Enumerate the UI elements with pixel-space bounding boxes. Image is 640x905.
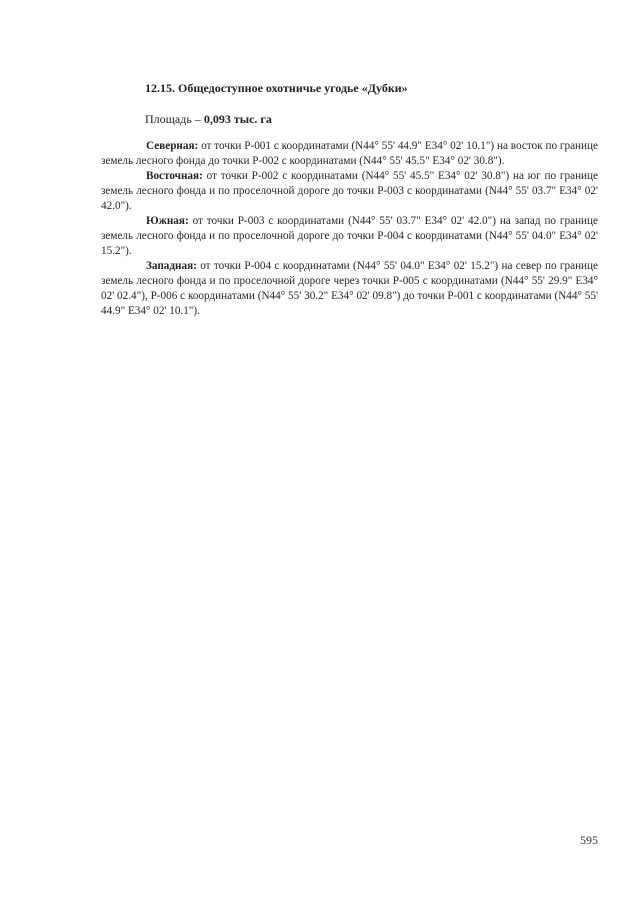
borders-description — [101, 139, 598, 319]
section-heading: 12.15. Общедоступное охотничье угодье «Дубки» — [145, 81, 408, 95]
border-west-paragraph — [101, 259, 598, 319]
border-south-lead: Южная: — [146, 215, 189, 227]
area-label: Площадь – — [145, 112, 201, 126]
page-number: 595 — [580, 833, 598, 847]
border-west-lead: Западная: — [146, 260, 197, 272]
border-north-lead: Северная: — [146, 140, 199, 152]
border-south-paragraph — [101, 214, 598, 259]
border-north-text: от точки Р-001 с координатами (N44° 55' 44.9" E34° 02' 10.1") на восток по границе земель лесного фонда до точки Р-002 с координатами (N44° 55' 45.5" E34° 02' 30.8"). — [101, 140, 598, 167]
border-west-text: от точки Р-004 с координатами (N44° 55' 04.0" E34° 02' 15.2") на север по границе земель лесного фонда и по проселочной дороге через точки Р-005 с координатами (N44° 55' 29.9" E34° 02' 02.4"), Р-006 с координатами (N44° 55' 30.2" E34° 02' 09.8") до точки Р-001 с координатами (N44° 55' 44.9" E34° 02' 10.1"). — [101, 260, 598, 317]
border-east-text: от точки Р-002 с координатами (N44° 55' 45.5" E34° 02' 30.8") на юг по границе земель лесного фонда и по проселочной дороге до точки Р-003 с координатами (N44° 55' 03.7" E34° 02' 42.0"). — [101, 170, 598, 212]
border-east-lead: Восточная: — [146, 170, 203, 182]
border-east-paragraph — [101, 169, 598, 214]
area-line — [145, 112, 272, 127]
border-south-text: от точки Р-003 с координатами (N44° 55' 03.7" E34° 02' 42.0") на запад по границе земель лесного фонда и по проселочной дороге до точки Р-004 с координатами (N44° 55' 04.0" E34° 02' 15.2"). — [101, 215, 598, 257]
border-north-paragraph — [101, 139, 598, 169]
area-value: 0,093 тыс. га — [203, 112, 272, 126]
